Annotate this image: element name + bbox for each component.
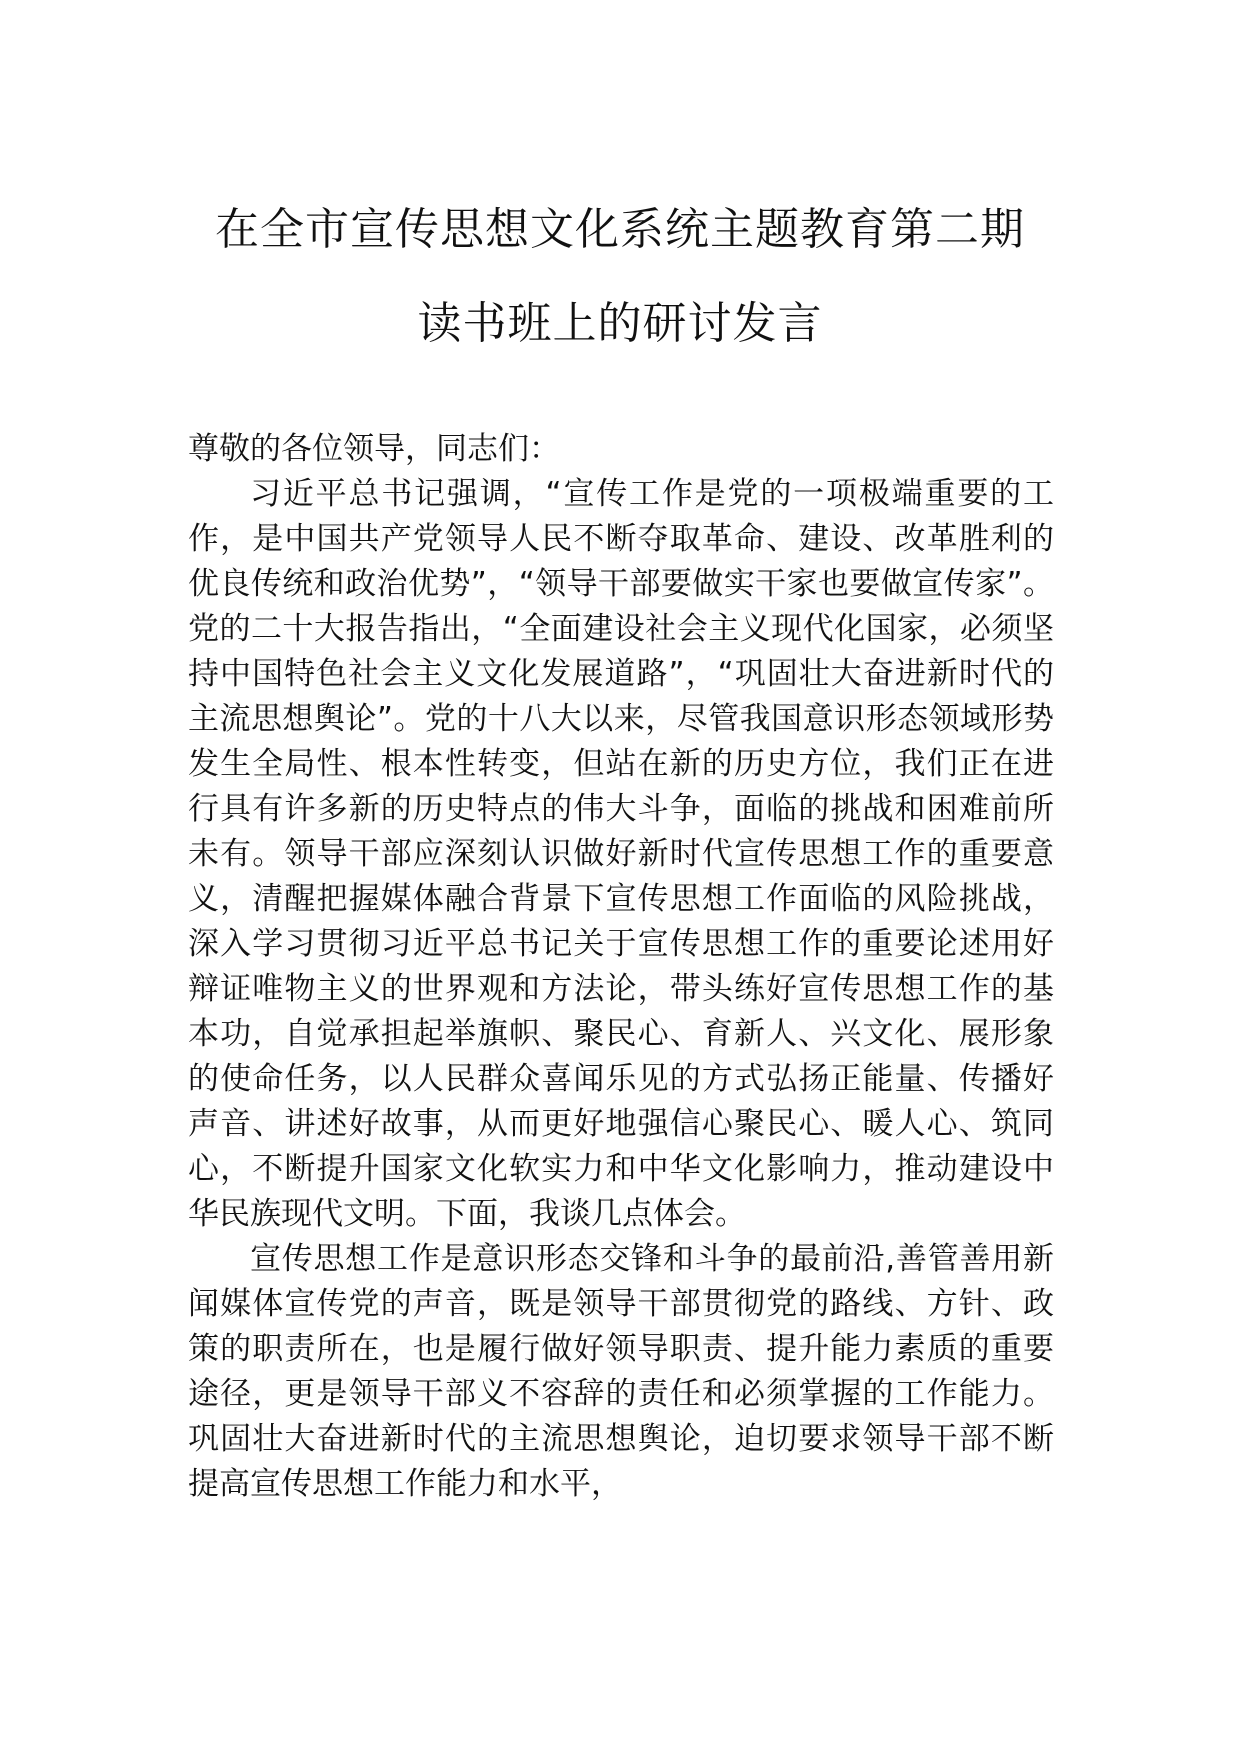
title-line-1: 在全市宣传思想文化系统主题教育第二期 — [215, 204, 1025, 255]
salutation: 尊敬的各位领导，同志们： — [188, 431, 560, 467]
document-title — [0, 205, 1240, 349]
document-body — [188, 427, 1054, 1507]
paragraph-2: 宣传思想工作是意识形态交锋和斗争的最前沿,善管善用新闻媒体宣传党的声音，既是领导干部贯彻党的路线、方针、政策的职责所在，也是履行做好领导职责、提升能力素质的重要途径，更是领导干部义不容辞的责任和必须掌握的工作能力。巩固壮大奋进新时代的主流思想舆论，迫切要求领导干部不断提高宣传思想工作能力和水平， — [188, 1241, 1054, 1502]
paragraph-1: 习近平总书记强调，“宣传工作是党的一项极端重要的工作，是中国共产党领导人民不断夺取革命、建设、改革胜利的优良传统和政治优势”，“领导干部要做实干家也要做宣传家”。党的二十大报告指出，“全面建设社会主义现代化国家，必须坚持中国特色社会主义文化发展道路”，“巩固壮大奋进新时代的主流思想舆论”。党的十八大以来，尽管我国意识形态领域形势发生全局性、根本性转变，但站在新的历史方位，我们正在进行具有许多新的历史特点的伟大斗争，面临的挑战和困难前所未有。领导干部应深刻认识做好新时代宣传思想工作的重要意义，清醒把握媒体融合背景下宣传思想工作面临的风险挑战，深入学习贯彻习近平总书记关于宣传思想工作的重要论述用好辩证唯物主义的世界观和方法论，带头练好宣传思想工作的基本功，自觉承担起举旗帜、聚民心、育新人、兴文化、展形象的使命任务，以人民群众喜闻乐见的方式弘扬正能量、传播好声音、讲述好故事，从而更好地强信心聚民心、暖人心、筑同心，不断提升国家文化软实力和中华文化影响力，推动建设中华民族现代文明。下面，我谈几点体会。 — [188, 476, 1054, 1232]
title-line-2: 读书班上的研讨发言 — [417, 298, 823, 349]
